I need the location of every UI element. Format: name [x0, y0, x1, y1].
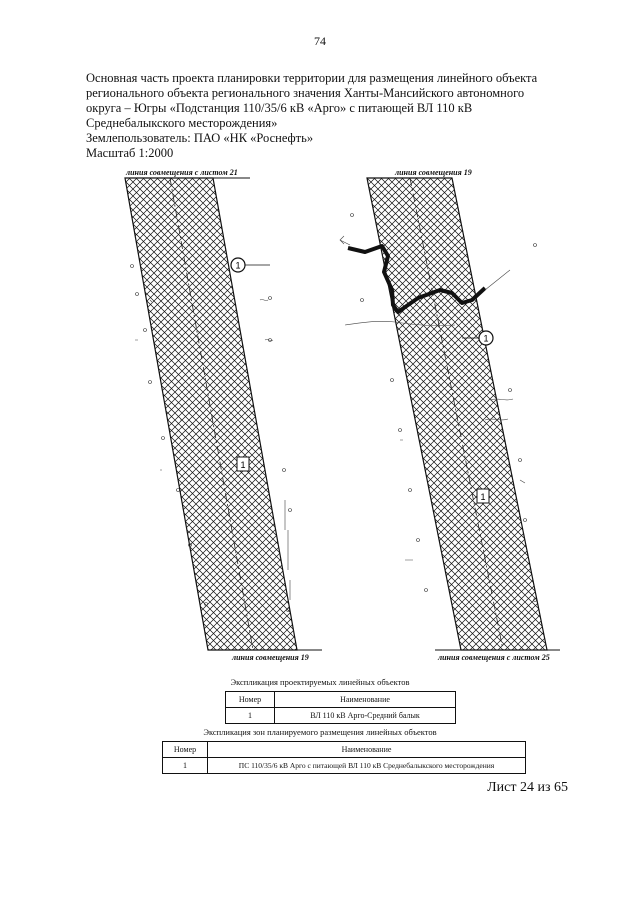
page-number: 74: [314, 34, 326, 48]
table2: [162, 741, 526, 774]
left-bottom-label: линия совмещения 19: [232, 653, 309, 662]
right-top-label: линия совмещения 19: [395, 168, 472, 177]
header-line-4: Среднебалыкского месторождения»: [86, 116, 278, 130]
table1-cell-name: ВЛ 110 кВ Арго-Средний балык: [275, 708, 456, 724]
right-bottom-label: линия совмещения с листом 25: [438, 653, 550, 662]
table1: [225, 691, 456, 724]
header-line-1: Основная часть проекта планировки территории для размещения линейного объекта: [86, 71, 538, 85]
left-top-label: линия совмещения с листом 21: [126, 168, 238, 177]
header-line-3: округа – Югры «Подстанция 110/35/6 кВ «Арго» с питающей ВЛ 110 кВ: [86, 101, 473, 115]
right-zone-marker-text: 1: [480, 492, 486, 502]
table2-cell-name: ПС 110/35/6 кВ Арго с питающей ВЛ 110 кВ Среднебалыкского месторождения: [208, 758, 526, 774]
sheet-number: Лист 24 из 65: [487, 780, 568, 795]
left-zone-marker-text: 1: [240, 460, 246, 470]
table2-cell-number: 1: [163, 758, 208, 774]
header-line-2: регионального объекта регионального значения Ханты-Мансийского автономного: [86, 86, 525, 100]
right-object-marker-text: 1: [483, 333, 489, 344]
table1-header-name: Наименование: [275, 692, 456, 708]
table-row: [163, 758, 526, 774]
left-zone-hatch: [125, 178, 297, 650]
left-object-marker-text: 1: [235, 260, 241, 271]
right-zone-hatch: [367, 178, 547, 650]
table2-title: Экспликация зон планируемого размещения линейных объектов: [203, 727, 437, 737]
table1-cell-number: 1: [226, 708, 275, 724]
table1-title: Экспликация проектируемых линейных объектов: [230, 677, 410, 687]
table2-header-name: Наименование: [208, 742, 526, 758]
land-user: Землепользователь: ПАО «НК «Роснефть»: [86, 131, 314, 145]
left-map: [125, 178, 322, 650]
table-row: [226, 708, 456, 724]
table1-header-number: Номер: [226, 692, 275, 708]
table2-header-number: Номер: [163, 742, 208, 758]
scale: Масштаб 1:2000: [86, 146, 174, 160]
right-map: [340, 178, 560, 650]
